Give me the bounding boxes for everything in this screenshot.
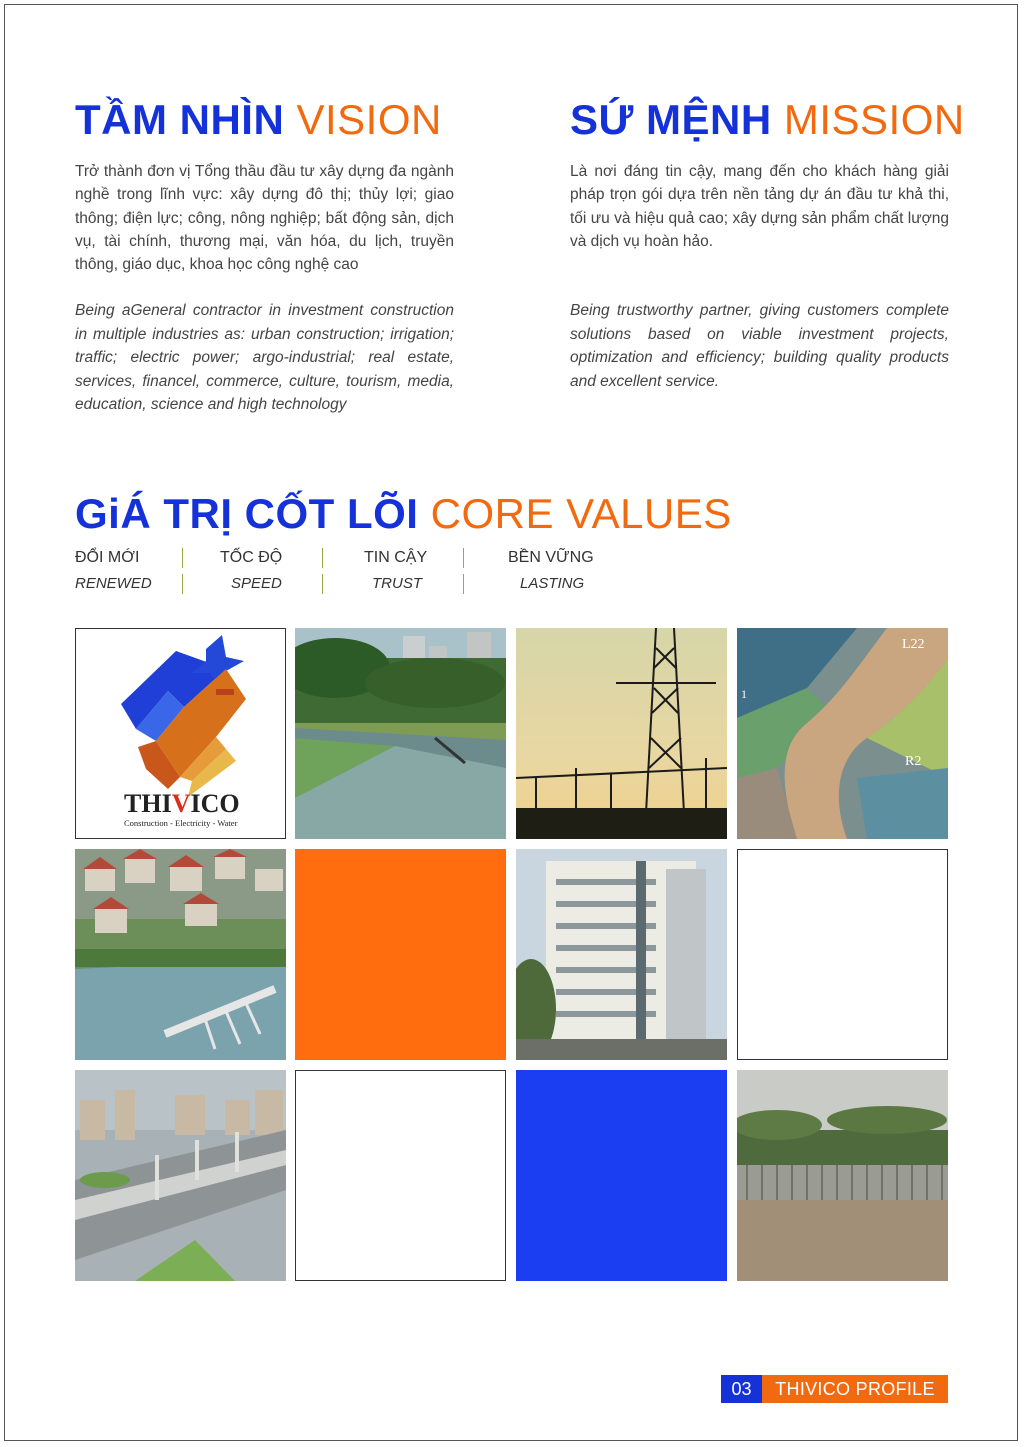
core-value-en: LASTING: [520, 575, 585, 592]
blue-tile: [516, 1070, 727, 1281]
riverbank-photo: [737, 1070, 948, 1281]
value-separator: [182, 548, 183, 596]
canal-photo: [295, 628, 506, 839]
map-label-l22: L22: [902, 637, 925, 652]
core-value-en: RENEWED: [75, 575, 152, 592]
mission-title-en: MISSION: [783, 96, 965, 143]
value-separator: [322, 548, 323, 596]
villa-marina-photo: [75, 849, 286, 1060]
mission-title-vn: SỨ MỆNH: [570, 96, 772, 143]
power-tower-photo: [516, 628, 727, 839]
logo-name-c: ICO: [190, 789, 240, 818]
thivico-logo-tile: [75, 628, 286, 839]
core-value-vn: BỀN VỮNG: [508, 549, 594, 566]
vision-title-en: VISION: [296, 96, 442, 143]
vision-text-en: Being aGeneral contractor in investment construction in multiple industries as: urban construction; irrigation; traffic; electric power; argo-industrial; real estate, services, financel, commerce, culture, tourism, media, education, science and high technology: [75, 302, 454, 414]
office-building-photo: [516, 849, 727, 1060]
vision-title-vn: TẦM NHÌN: [75, 96, 285, 143]
core-value-vn: TIN CẬY: [364, 549, 428, 566]
map-label-r2: R2: [905, 754, 922, 769]
mission-text-en: Being trustworthy partner, giving customers complete solutions based on viable investment projects, optimization and efficiency; building quality products and excellent service.: [570, 302, 949, 390]
orange-tile: [295, 849, 506, 1060]
blank-tile: [295, 1070, 506, 1281]
core-values-title-vn: GiÁ TRỊ CỐT LÕI: [75, 490, 419, 537]
mission-title: [570, 96, 965, 144]
map-label-one: 1: [741, 687, 747, 701]
mission-text-vn: Là nơi đáng tin cậy, mang đến cho khách hàng giải pháp trọn gói dựa trên nền tảng dự án đầu tư khả thi, tối ưu và hiệu quả cao; xây dựng sản phẩm chất lượng và dịch vụ hoàn hảo.: [570, 163, 949, 250]
core-value-en: TRUST: [372, 575, 422, 592]
logo-name-b: V: [171, 789, 191, 818]
svg-text:THIVICO: [124, 789, 240, 818]
vision-title: [75, 96, 442, 144]
page-number: 03: [721, 1375, 762, 1403]
value-separator: [463, 548, 464, 596]
core-values-title: [75, 490, 732, 538]
aerial-map-photo: [737, 628, 948, 839]
logo-name-a: THI: [124, 789, 172, 818]
core-values-title-en: CORE VALUES: [430, 490, 732, 537]
core-value-vn: TỐC ĐỘ: [220, 549, 283, 566]
logo-tagline: Construction - Electricity - Water: [124, 818, 238, 828]
vision-text-vn: Trở thành đơn vị Tổng thầu đầu tư xây dựng đa ngành nghề trong lĩnh vực: xây dựng đô thị; thủy lợi; giao thông; điện lực; công, nông nghiệp; bất động sản, dịch vụ, tài chính, thương mại, văn hóa, du lịch, truyền thông, giáo dục, khoa học công nghệ cao: [75, 163, 454, 274]
thivico-logo: [76, 629, 285, 838]
footer-title: THIVICO PROFILE: [762, 1375, 948, 1403]
blank-tile: [737, 849, 948, 1060]
flyover-photo: [75, 1070, 286, 1281]
core-value-en: SPEED: [231, 575, 282, 592]
core-value-vn: ĐỔI MỚI: [75, 549, 140, 566]
